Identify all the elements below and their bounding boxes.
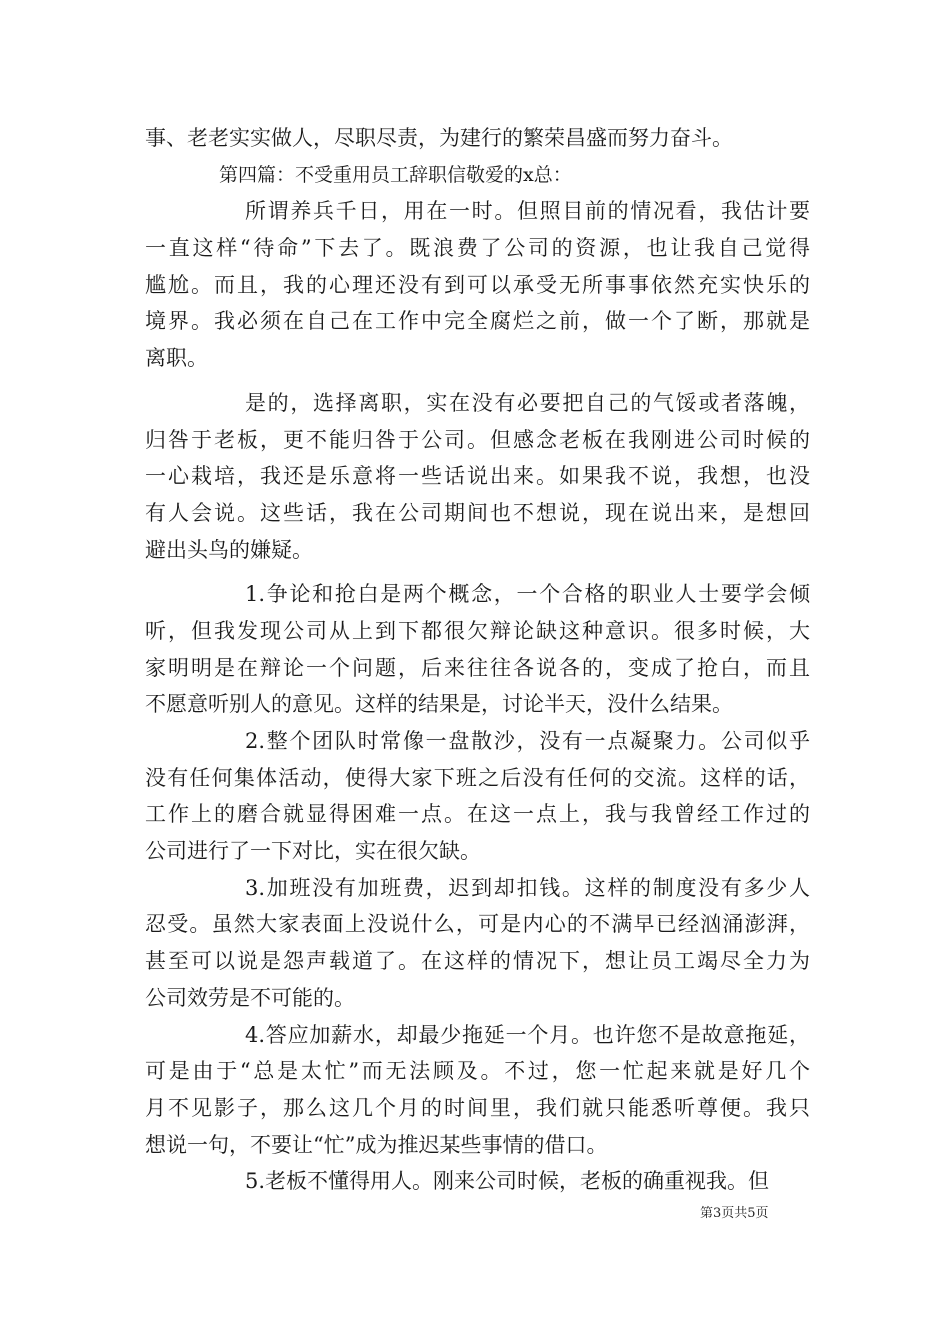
page-number-footer: 第3页共5页	[700, 1206, 769, 1221]
list-item-2-line: 公司进行了一下对比，实在很欠缺。	[145, 839, 481, 864]
paragraph-line: 避出头鸟的嫌疑。	[145, 537, 313, 562]
paragraph-line: 境界。我必须在自己在工作中完全腐烂之前，做一个了断，那就是	[145, 309, 810, 334]
paragraph-line: 所谓养兵千日，用在一时。但照目前的情况看，我估计要	[245, 199, 810, 224]
list-item-4-line: 可是由于“总是太忙”而无法顾及。不过，您一忙起来就是好几个	[145, 1059, 810, 1084]
list-item-4-line: 4.答应加薪水，却最少拖延一个月。也许您不是故意拖延，	[245, 1022, 810, 1047]
list-item-2-line: 2.整个团队时常像一盘散沙，没有一点凝聚力。公司似乎	[245, 729, 810, 753]
section-heading: 第四篇：不受重用员工辞职信敬爱的x总：	[219, 163, 572, 186]
paragraph-line: 一心栽培，我还是乐意将一些话说出来。如果我不说，我想，也没	[145, 464, 810, 489]
paragraph-line: 有人会说。这些话，我在公司期间也不想说，现在说出来，是想回	[145, 500, 810, 525]
list-item-3-line: 忍受。虽然大家表面上没说什么，可是内心的不满早已经汹涌澎湃，	[145, 912, 810, 937]
list-item-2-line: 没有任何集体活动，使得大家下班之后没有任何的交流。这样的话，	[145, 765, 810, 790]
list-item-1-line: 听，但我发现公司从上到下都很欠辩论缺这种意识。很多时候，大	[145, 618, 810, 643]
list-item-5-line: 5.老板不懂得用人。刚来公司时候，老板的确重视我。但	[245, 1169, 770, 1194]
list-item-3-line: 甚至可以说是怨声载道了。在这样的情况下，想让员工竭尽全力为	[145, 949, 810, 974]
paragraph-gap	[145, 377, 810, 385]
paragraph-line: 一直这样“待命”下去了。既浪费了公司的资源，也让我自己觉得	[145, 236, 810, 261]
list-item-4-line: 月不见影子，那么这几个月的时间里，我们就只能悉听尊便。我只	[145, 1095, 810, 1120]
paragraph-line: 尴尬。而且，我的心理还没有到可以承受无所事事依然充实快乐的	[145, 272, 810, 297]
list-item-3-line: 3.加班没有加班费，迟到却扣钱。这样的制度没有多少人	[245, 875, 810, 900]
paragraph-line: 离职。	[145, 346, 208, 371]
list-item-1-line: 家明明是在辩论一个问题，后来往往各说各的，变成了抢白，而且	[145, 655, 810, 680]
paragraph-line: 事、老老实实做人，尽职尽责，为建行的繁荣昌盛而努力奋斗。	[145, 126, 733, 150]
paragraph-line: 是的，选择离职，实在没有必要把自己的气馁或者落魄，	[245, 390, 810, 415]
list-item-1-line: 不愿意听别人的意见。这样的结果是，讨论半天，没什么结果。	[145, 692, 733, 717]
document-body	[145, 120, 810, 1200]
list-item-3-line: 公司效劳是不可能的。	[145, 985, 355, 1010]
list-item-4-line: 想说一句，不要让“忙”成为推迟某些事情的借口。	[145, 1132, 608, 1157]
list-item-1-line: 1.争论和抢白是两个概念，一个合格的职业人士要学会倾	[245, 582, 810, 607]
list-item-2-line: 工作上的磨合就显得困难一点。在这一点上，我与我曾经工作过的	[145, 802, 810, 827]
paragraph-line: 归咎于老板，更不能归咎于公司。但感念老板在我刚进公司时候的	[145, 427, 810, 452]
paragraph-gap	[145, 568, 810, 576]
